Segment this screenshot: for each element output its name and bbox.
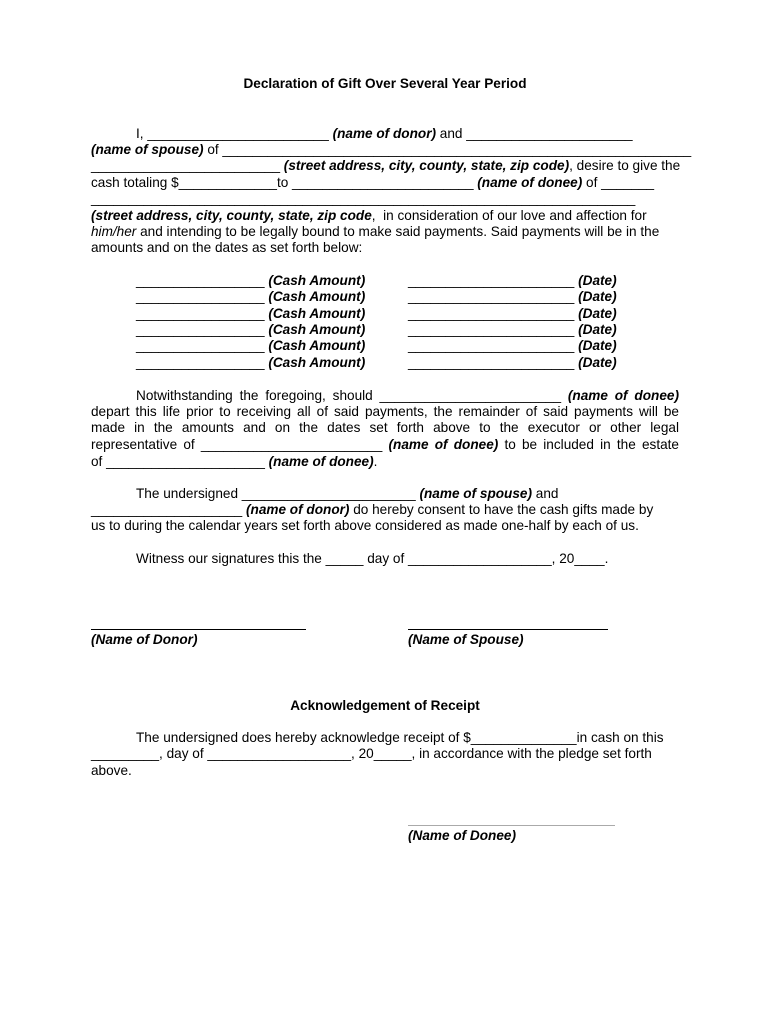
- date-row: [408, 273, 617, 289]
- donee-address-label: (street address, city, county, state, zip code: [91, 208, 372, 223]
- para3-line2: [91, 502, 653, 518]
- date-blank: ______________________: [408, 305, 579, 321]
- ack-line1: The undersigned does hereby acknowledge receipt of $______________in cash on this: [136, 730, 664, 745]
- donee-signature-line: [408, 825, 615, 826]
- date-label: (Date): [578, 354, 617, 370]
- bound-text: and intending to be legally bound to make said payments. Said payments will be in the: [136, 224, 660, 239]
- spouse-label: (name of spouse): [91, 142, 204, 157]
- cash-amount-label: (Cash Amount): [268, 289, 366, 305]
- date-row: [408, 306, 617, 322]
- cash-amount-row: [136, 322, 365, 338]
- date-label: (Date): [578, 321, 617, 337]
- para3-line3: us to during the calendar years set forth above considered as made one-half by each of us.: [91, 518, 639, 533]
- para1-line6: [91, 208, 647, 224]
- address-blank: of ______________________________________________________________: [203, 142, 692, 157]
- cash-amount-row: [136, 273, 365, 289]
- donor-label: (name of donor): [332, 126, 437, 141]
- donor-signature-label: (Name of Donor): [91, 632, 198, 647]
- date-label: (Date): [578, 273, 617, 288]
- para2-body: [91, 404, 679, 453]
- para2-line4: [91, 437, 679, 453]
- cash-total-text: cash totaling $_____________to ________________________: [91, 175, 478, 190]
- date-row: [408, 338, 617, 354]
- date-blank: ______________________: [408, 321, 579, 337]
- consent-text: do hereby consent to have the cash gifts made by: [349, 502, 654, 517]
- cash-amount-blank: _________________: [136, 354, 269, 370]
- period-text: .: [373, 454, 378, 469]
- date-row: [408, 289, 617, 305]
- para1-line4: [91, 175, 654, 191]
- date-blank: ______________________: [408, 273, 579, 288]
- para1-line1: [136, 126, 633, 142]
- donee-signature-label: (Name of Donee): [408, 828, 517, 843]
- para2-line5: [91, 454, 377, 470]
- address-blank-2: _________________________: [91, 158, 284, 173]
- donee-of-blank: of _______: [582, 175, 655, 190]
- donee-label-2: (name of donee): [567, 388, 679, 403]
- para2-line2: depart this life prior to receiving all of said payments, the remainder of said payments will be: [91, 404, 679, 419]
- spouse-signature-label: (Name of Spouse): [408, 632, 524, 647]
- cash-amount-row: [136, 355, 365, 371]
- undersigned-text: The undersigned _______________________: [136, 486, 420, 501]
- cash-amount-label: (Cash Amount): [268, 321, 366, 337]
- date-row: [408, 355, 617, 371]
- donee-label-3: (name of donee): [388, 436, 499, 452]
- ack-line2: _________, day of ___________________, 20_____, in accordance with the pledge set forth: [91, 746, 652, 761]
- cash-amount-blank: _________________: [136, 289, 269, 305]
- spouse-blank: and ______________________: [436, 126, 633, 141]
- spouse-signature-line: [408, 629, 608, 630]
- cash-amount-label: (Cash Amount): [268, 305, 366, 321]
- date-blank: ______________________: [408, 289, 579, 305]
- para1-line8: amounts and on the dates as set forth below:: [91, 240, 363, 255]
- cash-amount-blank: _________________: [136, 305, 269, 321]
- date-blank: ______________________: [408, 338, 579, 354]
- representative-text: representative of ________________________: [91, 436, 389, 452]
- date-blank: ______________________: [408, 354, 579, 370]
- donor-blank: I, ________________________: [136, 126, 333, 141]
- cash-amount-row: [136, 306, 365, 322]
- ack-line3: above.: [91, 763, 132, 778]
- desire-text: , desire to give the: [569, 158, 681, 173]
- para2-line3: made in the amounts and on the dates set forth above to the executor or other legal: [91, 420, 679, 436]
- consideration-text: , in consideration of our love and affection for: [371, 208, 647, 223]
- para3-line1: [136, 486, 558, 502]
- date-label: (Date): [578, 338, 617, 354]
- donee-label: (name of donee): [477, 175, 583, 190]
- notwithstanding-text: Notwithstanding the foregoing, should ________________________: [136, 388, 568, 403]
- para1-line5: ________________________________________________________________________: [91, 191, 636, 206]
- donor-signature-line: [91, 629, 306, 630]
- him-her-text: him/her: [91, 224, 137, 239]
- cash-amount-blank: _________________: [136, 321, 269, 337]
- address-label: (street address, city, county, state, zip code): [283, 158, 570, 173]
- donee-label-4: (name of donee): [268, 454, 374, 469]
- para1-line2: [91, 142, 691, 158]
- cash-amount-label: (Cash Amount): [268, 273, 366, 288]
- witness-line: Witness our signatures this the _____ day of ___________________, 20____.: [136, 551, 609, 566]
- cash-amount-label: (Cash Amount): [268, 354, 366, 370]
- date-label: (Date): [578, 289, 617, 305]
- and-text: and: [532, 486, 559, 501]
- donor-blank-2: ____________________: [91, 502, 246, 517]
- cash-amount-label: (Cash Amount): [268, 338, 366, 354]
- date-row: [408, 322, 617, 338]
- para1-line7: [91, 224, 659, 240]
- donor-label-2: (name of donor): [245, 502, 350, 517]
- spouse-label-2: (name of spouse): [419, 486, 533, 501]
- para2-line1: [136, 388, 679, 404]
- acknowledgement-title: Acknowledgement of Receipt: [290, 698, 480, 713]
- para1-line3: [91, 158, 680, 174]
- cash-amount-row: [136, 289, 365, 305]
- estate-text: to be included in the estate: [498, 436, 679, 452]
- cash-amount-blank: _________________: [136, 338, 269, 354]
- cash-amount-row: [136, 338, 365, 354]
- document-title: Declaration of Gift Over Several Year Period: [243, 76, 527, 91]
- cash-amount-blank: _________________: [136, 273, 269, 288]
- of-blank-text: of _____________________: [91, 454, 269, 469]
- date-label: (Date): [578, 305, 617, 321]
